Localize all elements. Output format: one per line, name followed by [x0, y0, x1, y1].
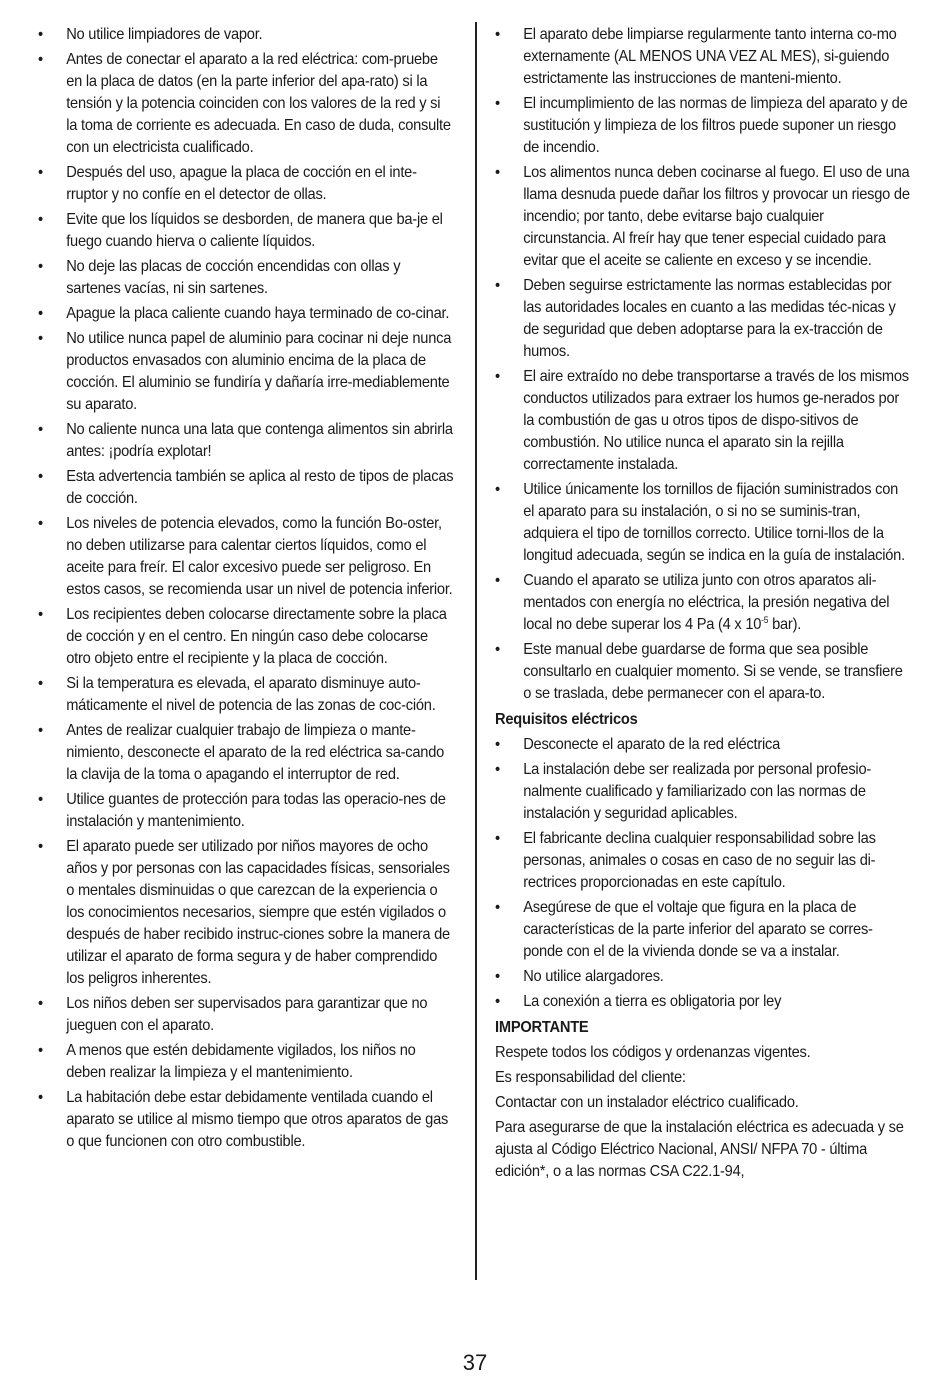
list-item: • No utilice limpiadores de vapor. — [38, 24, 453, 46]
list-item: • No caliente nunca una lata que contenga alimentos sin abrirla antes: ¡podría explotar! — [38, 419, 453, 463]
paragraph: Es responsabilidad del cliente: — [495, 1069, 686, 1086]
list-item: • Los niños deben ser supervisados para garantizar que no jueguen con el aparato. — [38, 993, 453, 1037]
important-paragraphs — [495, 1042, 910, 1183]
list-item: • No utilice nunca papel de aluminio para cocinar ni deje nunca productos envasados con aluminio encima de la placa de cocción. El aluminio se fundiría y dañaría irre-mediablemente su aparato. — [38, 328, 453, 416]
list-item: • Los niveles de potencia elevados, como la función Bo-oster, no deben utilizarse para calentar ciertos líquidos, como el aceite para freír. El calor excesivo puede ser peligroso. En estos casos, se recomienda usar un nivel de potencia inferior. — [38, 513, 453, 601]
paragraph: Contactar con un instalador eléctrico cualificado. — [495, 1094, 799, 1111]
list-item-manual: • Este manual debe guardarse de forma que sea posible consultarlo en cualquier momento. Si se vende, se transfiere o se traslada, debe permanecer con el apara-to. — [495, 639, 910, 705]
list-item: • Los recipientes deben colocarse directamente sobre la placa de cocción y en el centro. En ningún caso debe colocarse otro objeto entre el recipiente y la placa de cocción. — [38, 604, 453, 670]
important-heading: IMPORTANTE — [495, 1019, 589, 1036]
safety-list-left — [38, 24, 453, 1153]
pressure-text-before: Cuando el aparato se utiliza junto con otros aparatos ali-mentados con energía no eléctrica, la presión negativa del local no debe superar los 4 Pa (4 x 10 — [523, 572, 890, 633]
safety-list-right-extra — [495, 570, 910, 705]
list-item: • La instalación debe ser realizada por personal profesio-nalmente cualificado y familiarizado con las normas de instalación y seguridad aplicables. — [495, 759, 910, 825]
list-item: • Desconecte el aparato de la red eléctrica — [495, 734, 910, 756]
paragraph: Respete todos los códigos y ordenanzas vigentes. — [495, 1044, 811, 1061]
list-item: • A menos que estén debidamente vigilados, los niños no deben realizar la limpieza y el mantenimiento. — [38, 1040, 453, 1084]
list-item: • Asegúrese de que el voltaje que figura en la placa de características de la parte inferior del aparato se corres-ponde con el de la vivienda donde se va a instalar. — [495, 897, 910, 963]
list-item: • Antes de conectar el aparato a la red eléctrica: com-pruebe en la placa de datos (en la parte inferior del apa-rato) si la tensión y la potencia coinciden con los valores de la red y si la toma de corriente es adecuada. En caso de duda, consulte con un electricista cualificado. — [38, 49, 453, 159]
list-item: • El aparato puede ser utilizado por niños mayores de ocho años y por personas con las capacidades físicas, sensoriales o mentales disminuidas o que carezcan de la experiencia o los conocimientos necesarios, siempre que estén vigilados o después de haber recibido instruc-ciones sobre la manera de utilizar el aparato de forma segura y de haber comprendido los peligros inherentes. — [38, 836, 453, 990]
list-item: • No utilice alargadores. — [495, 966, 910, 988]
list-item: • El aparato debe limpiarse regularmente tanto interna co-mo externamente (AL MENOS UNA VEZ AL MES), si-guiendo estrictamente las instrucciones de manteni-miento. — [495, 24, 910, 90]
list-item: • Deben seguirse estrictamente las normas establecidas por las autoridades locales en cuanto a las medidas téc-nicas y de seguridad que deben adoptarse para la ex-tracción de humos. — [495, 275, 910, 363]
electrical-list — [495, 734, 910, 1013]
list-item: • Utilice únicamente los tornillos de fijación suministrados con el aparato para su instalación, o si no se suminis-tran, adquiera el tipo de tornillos correcto. Utilice torni-llos de la longitud adecuada, según se indica en la guía de instalación. — [495, 479, 910, 567]
list-item: • El fabricante declina cualquier responsabilidad sobre las personas, animales o cosas en caso de no seguir las di-rectrices proporcionadas en este capítulo. — [495, 828, 910, 894]
pressure-text-after: bar). — [768, 616, 802, 633]
list-item: • Antes de realizar cualquier trabajo de limpieza o mante-nimiento, desconecte el aparato de la red eléctrica sa-cando la clavija de la toma o apagando el interruptor de red. — [38, 720, 453, 786]
left-column — [38, 24, 453, 1156]
list-item: • El incumplimiento de las normas de limpieza del aparato y de sustitución y limpieza de los filtros puede suponer un riesgo de incendio. — [495, 93, 910, 159]
electrical-requirements-heading: Requisitos eléctricos — [495, 711, 638, 728]
page-number: 37 — [462, 1350, 488, 1375]
pressure-exponent: -5 — [761, 614, 769, 625]
list-item: • Esta advertencia también se aplica al resto de tipos de placas de cocción. — [38, 466, 453, 510]
list-item: • Evite que los líquidos se desborden, de manera que ba-je el fuego cuando hierva o caliente líquidos. — [38, 209, 453, 253]
list-item-pressure — [495, 570, 910, 636]
list-item: • La conexión a tierra es obligatoria por ley — [495, 991, 910, 1013]
right-column — [495, 24, 910, 1186]
paragraph: Para asegurarse de que la instalación eléctrica es adecuada y se ajusta al Código Eléctrico Nacional, ANSI/ NFPA 70 - última edición*, o a las normas CSA C22.1-94, — [495, 1119, 904, 1180]
list-item: • La habitación debe estar debidamente ventilada cuando el aparato se utilice al mismo tiempo que otros aparatos de gas o que funcionen con otro combustible. — [38, 1087, 453, 1153]
list-item: • No deje las placas de cocción encendidas con ollas y sartenes vacías, ni sin sartenes. — [38, 256, 453, 300]
list-item: • Si la temperatura es elevada, el aparato disminuye auto-máticamente el nivel de potencia de las zonas de coc-ción. — [38, 673, 453, 717]
column-divider — [475, 22, 477, 1280]
list-item: • Utilice guantes de protección para todas las operacio-nes de instalación y mantenimiento. — [38, 789, 453, 833]
list-item: • Los alimentos nunca deben cocinarse al fuego. El uso de una llama desnuda puede dañar los filtros y provocar un riesgo de incendio; por tanto, debe evitarse bajo cualquier circunstancia. Al freír hay que tener especial cuidado para evitar que el aceite se caliente en exceso y se incendie. — [495, 162, 910, 272]
list-item: • El aire extraído no debe transportarse a través de los mismos conductos utilizados para extraer los humos ge-nerados por la combustión de gas u otros tipos de dispo-sitivos de combustión. No utilice nunca el aparato sin la rejilla correctamente instalada. — [495, 366, 910, 476]
list-item: • Apague la placa caliente cuando haya terminado de co-cinar. — [38, 303, 453, 325]
safety-list-right — [495, 24, 910, 567]
list-item: • Después del uso, apague la placa de cocción en el inte-rruptor y no confíe en el detector de ollas. — [38, 162, 453, 206]
